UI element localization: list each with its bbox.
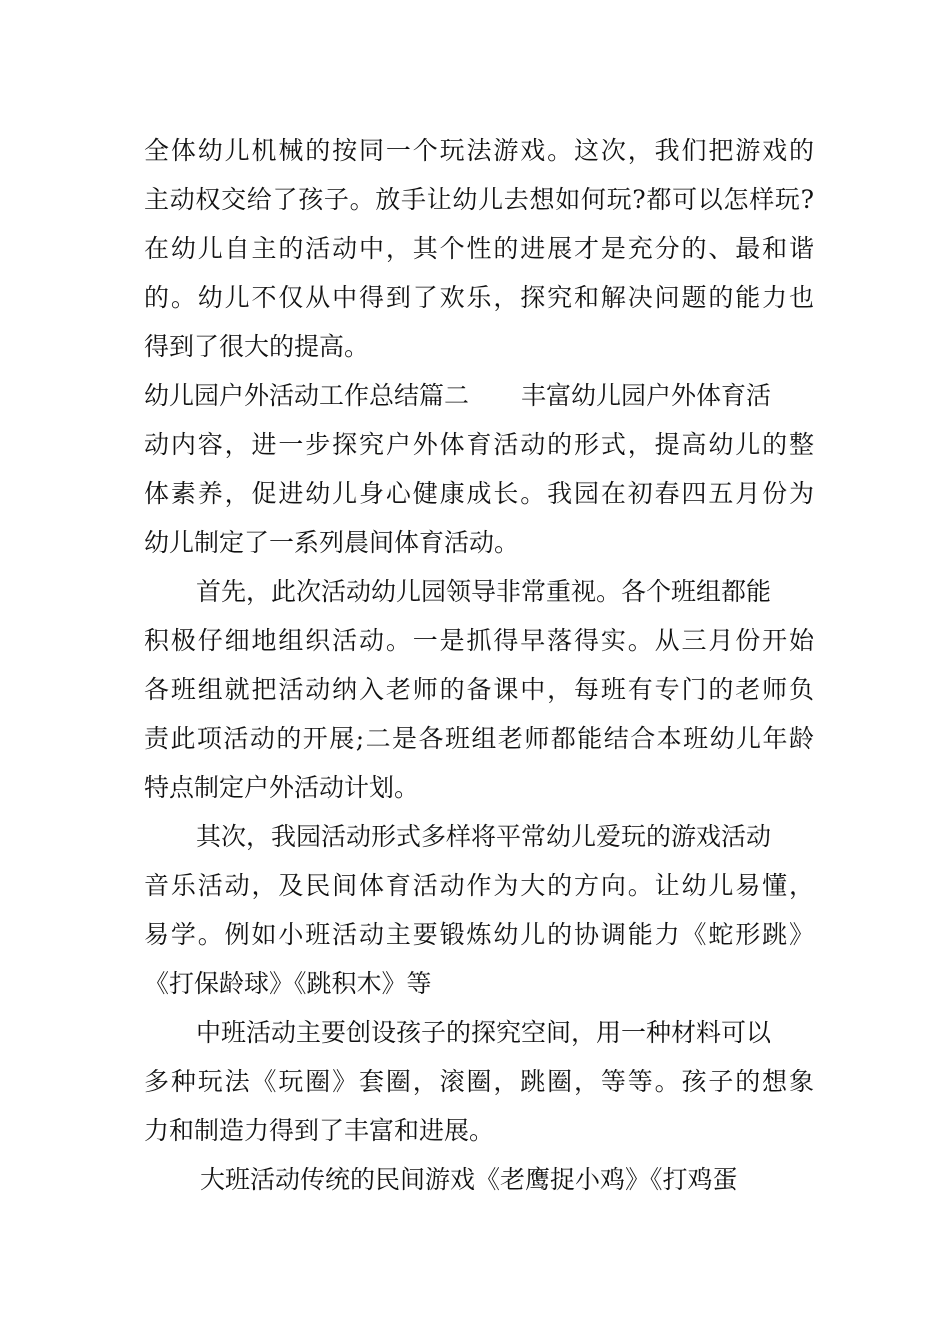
section-heading: 幼儿园户外活动工作总结篇二 bbox=[144, 381, 470, 410]
text-line: 主动权交给了孩子。放手让幼儿去想如何玩?都可以怎样玩? bbox=[144, 185, 814, 214]
text-line-indented: 中班活动主要创设孩子的探究空间，用一种材料可以 bbox=[196, 1018, 772, 1047]
text-line: 动内容，进一步探究户外体育活动的形式，提高幼儿的整 bbox=[144, 430, 814, 459]
text-line-indented: 首先，此次活动幼儿园领导非常重视。各个班组都能 bbox=[196, 577, 772, 606]
text-line: 在幼儿自主的活动中，其个性的进展才是充分的、最和谐 bbox=[144, 234, 814, 263]
text-line: 责此项活动的开展;二是各班组老师都能结合本班幼儿年龄 bbox=[144, 724, 814, 753]
section-heading-continuation: 丰富幼儿园户外体育活 bbox=[521, 381, 772, 410]
text-line: 力和制造力得到了丰富和进展。 bbox=[144, 1116, 495, 1145]
text-line: 幼儿制定了一系列晨间体育活动。 bbox=[144, 528, 520, 557]
text-line: 特点制定户外活动计划。 bbox=[144, 773, 420, 802]
text-line: 体素养，促进幼儿身心健康成长。我园在初春四五月份为 bbox=[144, 479, 814, 508]
text-line: 多种玩法《玩圈》套圈，滚圈，跳圈，等等。孩子的想象 bbox=[144, 1067, 814, 1096]
text-line: 积极仔细地组织活动。一是抓得早落得实。从三月份开始 bbox=[144, 626, 814, 655]
text-line-indented: 其次，我园活动形式多样将平常幼儿爱玩的游戏活动 bbox=[196, 822, 772, 851]
text-line: 的。幼儿不仅从中得到了欢乐，探究和解决问题的能力也 bbox=[144, 283, 814, 312]
text-line: 全体幼儿机械的按同一个玩法游戏。这次，我们把游戏的 bbox=[144, 136, 814, 165]
text-line-section-heading bbox=[144, 371, 814, 420]
text-line: 《打保龄球》《跳积木》等 bbox=[144, 969, 432, 998]
document-body bbox=[144, 126, 814, 1204]
text-line-indented: 大班活动传统的民间游戏《老鹰捉小鸡》《打鸡蛋 bbox=[200, 1165, 738, 1194]
text-line: 易学。例如小班活动主要锻炼幼儿的协调能力《蛇形跳》 bbox=[144, 920, 814, 949]
text-line: 得到了很大的提高。 bbox=[144, 332, 370, 361]
text-line: 各班组就把活动纳入老师的备课中，每班有专门的老师负 bbox=[144, 675, 814, 704]
text-line: 音乐活动，及民间体育活动作为大的方向。让幼儿易懂， bbox=[144, 871, 814, 900]
